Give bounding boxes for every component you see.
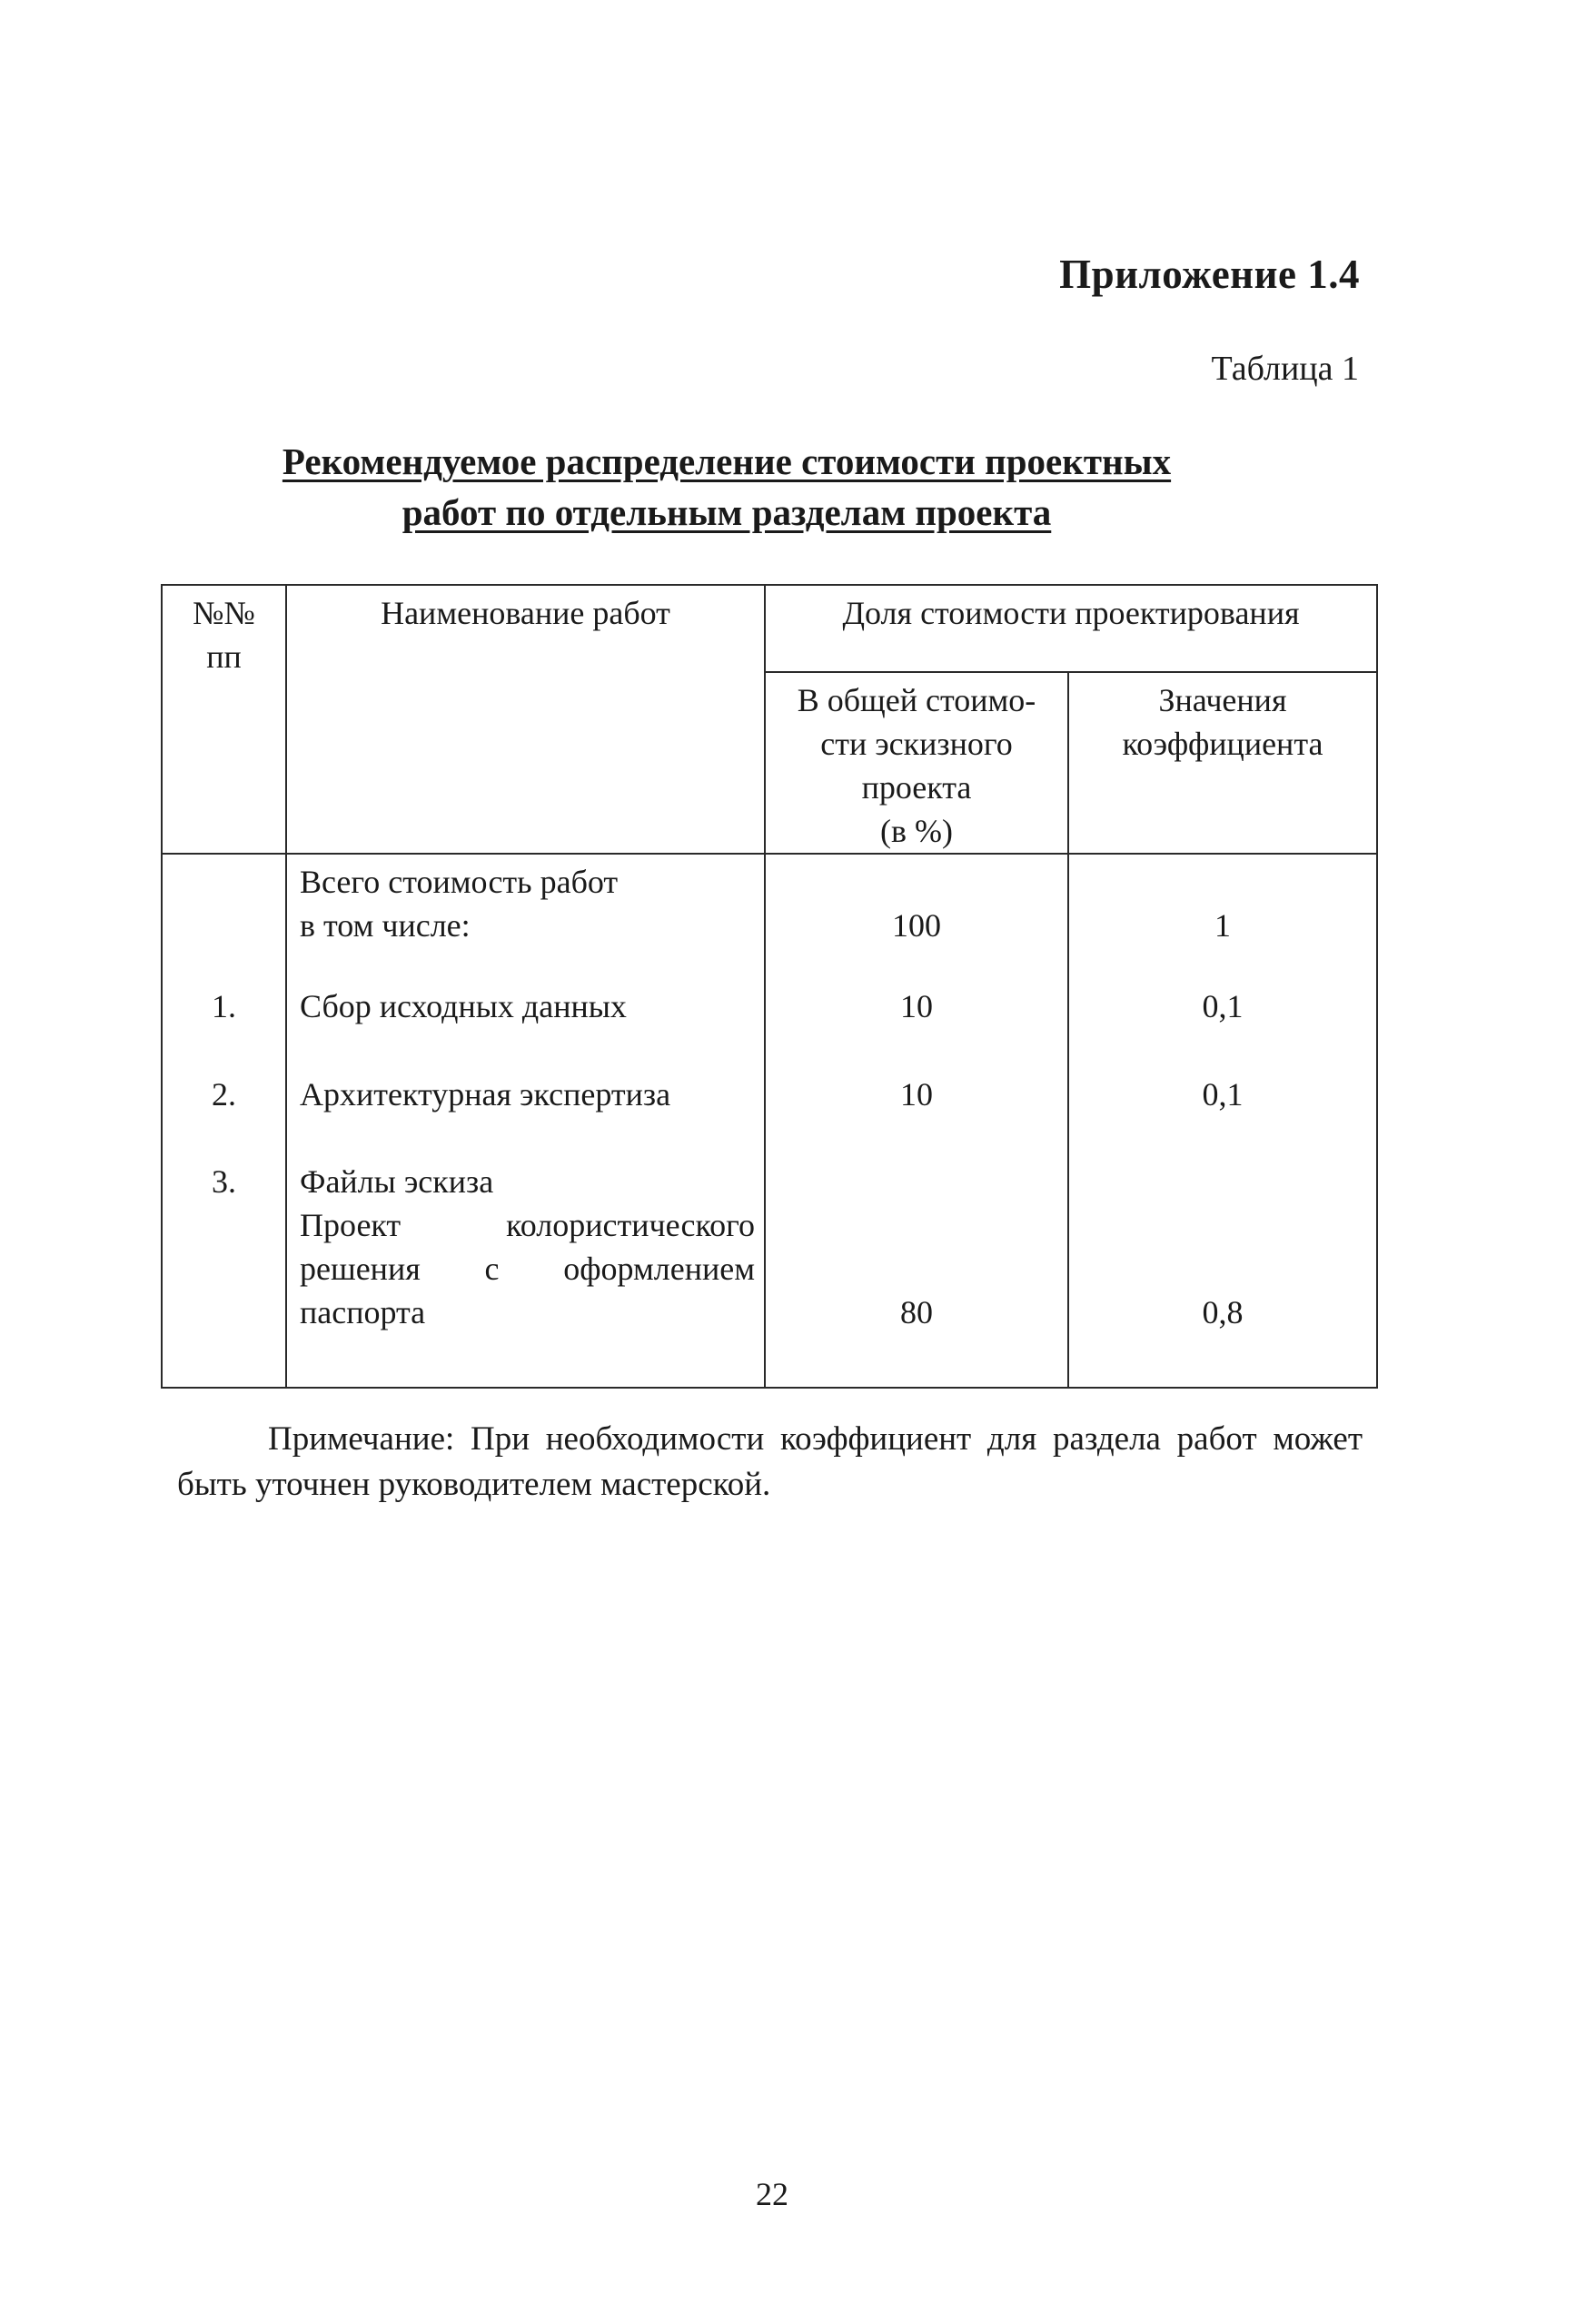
header-group-label: Доля стоимости проектирования xyxy=(842,595,1300,631)
row-name-word: оформлением xyxy=(563,1251,755,1287)
row-coef-value: 0,1 xyxy=(1202,1076,1244,1113)
table-body-row xyxy=(162,854,1377,1388)
row-number: 2. xyxy=(212,1076,236,1113)
header-number-line-2: пп xyxy=(206,638,242,675)
row-name-word: с xyxy=(484,1251,500,1287)
cost-distribution-table xyxy=(161,584,1378,1389)
header-share-line-4: (в %) xyxy=(880,813,953,849)
row-number: 1. xyxy=(212,988,236,1024)
body-name-column xyxy=(286,854,765,1388)
body-share-column xyxy=(765,854,1068,1388)
body-number-column xyxy=(162,854,286,1388)
row-coef-value: 0,8 xyxy=(1202,1294,1244,1330)
row-name-line-4: паспорта xyxy=(300,1294,426,1330)
header-share-line-3: проекта xyxy=(861,769,972,806)
header-coef-line-2: коэффициента xyxy=(1122,726,1323,762)
document-title-line-1: Рекомендуемое распределение стоимости проектных xyxy=(282,440,1172,482)
header-share-line-1: В общей стоимо- xyxy=(797,682,1036,718)
row-name-line-2 xyxy=(300,1203,755,1247)
row-name-word: решения xyxy=(300,1251,421,1287)
header-coef-line-1: Значения xyxy=(1158,682,1287,718)
total-name-line-2: в том числе: xyxy=(300,907,471,944)
header-name-label: Наименование работ xyxy=(381,595,670,631)
header-coef-cell xyxy=(1068,672,1377,854)
header-share-cell xyxy=(765,672,1068,854)
header-share-line-2: сти эскизного xyxy=(820,726,1013,762)
total-name-line-1: Всего стоимость работ xyxy=(300,864,619,900)
header-number-line-1: №№ xyxy=(193,595,255,631)
row-share-value: 10 xyxy=(900,1076,933,1113)
row-name: Сбор исходных данных xyxy=(300,988,627,1024)
row-share-value: 10 xyxy=(900,988,933,1024)
document-title-line-2: работ по отдельным разделам проекта xyxy=(401,491,1052,533)
row-name-multiline xyxy=(287,1160,764,1334)
row-name-line-1: Файлы эскиза xyxy=(300,1163,494,1200)
body-coef-column xyxy=(1068,854,1377,1388)
header-group-cell xyxy=(765,585,1377,672)
page-number: 22 xyxy=(756,2176,788,2212)
total-row-name xyxy=(287,860,764,947)
appendix-title: Приложение 1.4 xyxy=(1059,252,1360,297)
total-share-value: 100 xyxy=(892,907,941,944)
row-coef-value: 0,1 xyxy=(1202,988,1244,1024)
total-coef-value: 1 xyxy=(1214,907,1231,944)
footnote-text: Примечание: При необходимости коэффициент для раздела работ может быть уточнен руководителем мастерской. xyxy=(177,1420,1363,1503)
row-name-line-3 xyxy=(300,1247,755,1291)
row-name: Архитектурная экспертиза xyxy=(300,1076,671,1113)
header-number-cell xyxy=(162,585,286,854)
row-name-word: Проект xyxy=(300,1207,401,1243)
table-label: Таблица 1 xyxy=(1211,350,1359,388)
header-name-cell xyxy=(286,585,765,854)
document-title xyxy=(273,436,1181,538)
row-share-value: 80 xyxy=(900,1294,933,1330)
table-header-row xyxy=(162,585,1377,672)
row-number: 3. xyxy=(212,1163,236,1200)
row-name-word: колористического xyxy=(506,1207,755,1243)
